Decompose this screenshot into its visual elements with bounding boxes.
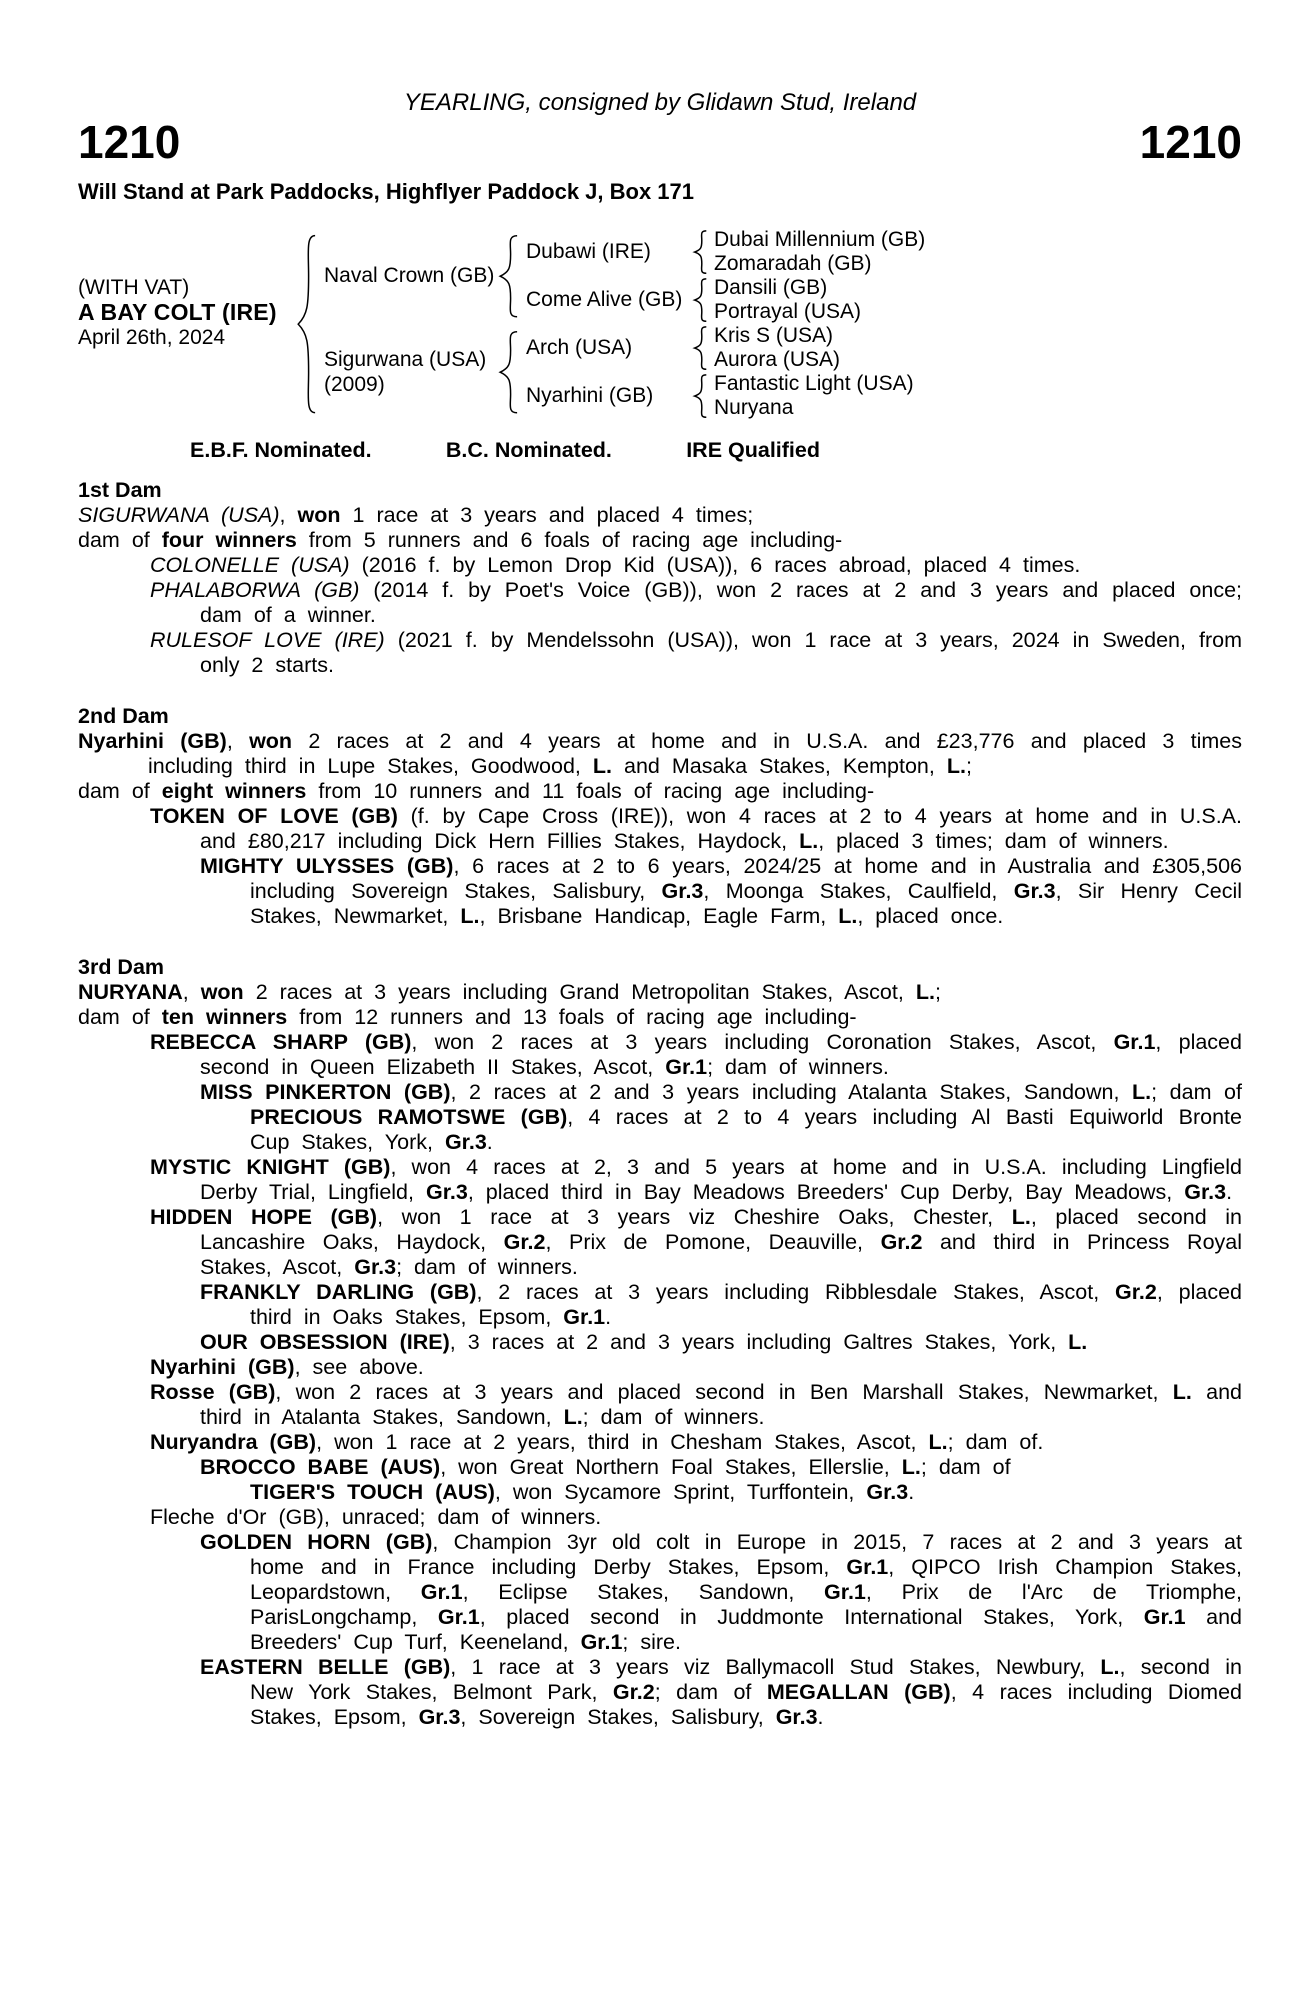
catalogue-paragraph (78, 1005, 1242, 1030)
text-run: L. (1172, 1380, 1192, 1404)
text-run: ; (934, 980, 941, 1004)
text-run: , see above. (294, 1355, 424, 1379)
text-run: , Prix de Pomone, Deauville, (545, 1230, 881, 1254)
text-run: Gr.3 (661, 879, 704, 903)
nominations-row (190, 438, 820, 462)
horse-name-text: Nuryana (714, 396, 794, 419)
text-run: dam of (78, 779, 162, 803)
catalogue-paragraph (150, 578, 1242, 628)
text-run: Gr.1 (1143, 1605, 1186, 1629)
text-run: Nuryandra (GB) (150, 1430, 317, 1454)
text-run: PHALABORWA (GB) (150, 578, 360, 602)
text-run: ten winners (161, 1005, 288, 1029)
text-run: . (605, 1305, 612, 1329)
brace-icon (293, 228, 319, 420)
text-run: TOKEN OF LOVE (GB) (150, 804, 398, 828)
text-run: L. (901, 1455, 921, 1479)
catalogue-paragraph (150, 1355, 1242, 1380)
text-run: , placed third in Bay Meadows Breeders' Cup Derby, Bay Meadows, (467, 1180, 1185, 1204)
horse-name-text: Arch (USA) (526, 336, 633, 359)
text-run: ; dam of winners. (396, 1255, 578, 1279)
text-run: Gr.1 (824, 1580, 866, 1604)
horse-name-text: Come Alive (GB) (526, 288, 683, 311)
text-run: NURYANA (78, 980, 183, 1004)
catalogue-paragraph (200, 1080, 1242, 1155)
text-run: PRECIOUS RAMOTSWE (GB) (250, 1105, 568, 1129)
text-run: . (1226, 1180, 1233, 1204)
brace-icon (691, 228, 709, 276)
text-run: L. (1068, 1330, 1088, 1354)
pedigree-dam-dam (521, 372, 691, 420)
horse-name-text: Zomaradah (GB) (714, 252, 872, 275)
text-run: , won Great Northern Foal Stakes, Ellerslie, (440, 1455, 902, 1479)
catalogue-paragraph (200, 1330, 1242, 1355)
text-run: OUR OBSESSION (IRE) (200, 1330, 450, 1354)
text-run: 2 races at 3 years including Grand Metropolitan Stakes, Ascot, (243, 980, 916, 1004)
catalogue-paragraph (250, 1480, 1242, 1505)
text-run: BROCCO BABE (AUS) (200, 1455, 441, 1479)
text-run: , won 1 race at 2 years, third in Chesham Stakes, Ascot, (316, 1430, 929, 1454)
brace-icon (691, 276, 709, 324)
catalogue-body (78, 478, 1242, 1730)
text-run: MYSTIC KNIGHT (GB) (150, 1155, 391, 1179)
lot-number-right: 1210 (1139, 116, 1242, 168)
text-run: Gr.2 (1115, 1280, 1157, 1304)
text-run: , Prix de l'Arc de Triomphe, ParisLongchamp, (250, 1580, 1242, 1629)
text-run: ; dam of winners. (582, 1405, 765, 1429)
pedigree-gen3-name (709, 300, 1242, 324)
text-run: , Sovereign Stakes, Salisbury, (460, 1705, 776, 1729)
text-run: , second in New York Stakes, Belmont Park, (250, 1655, 1242, 1704)
text-run: MEGALLAN (GB) (766, 1680, 951, 1704)
text-run: ; dam of (654, 1680, 767, 1704)
lot-info-block (78, 216, 293, 408)
text-run: , placed 3 times; dam of winners. (818, 829, 1169, 853)
text-run: , placed second in Queen Elizabeth II Stakes, Ascot, (200, 1030, 1242, 1079)
text-run: and Breeders' Cup Turf, Keeneland, (250, 1605, 1242, 1654)
text-run: (2016 f. by Lemon Drop Kid (USA)), 6 races abroad, placed 4 times. (349, 553, 1081, 577)
text-run: ; dam of (1151, 1080, 1242, 1104)
catalogue-paragraph (150, 1430, 1242, 1455)
catalogue-paragraph (150, 628, 1242, 678)
pedigree-table (78, 228, 1242, 420)
text-run: L. (799, 829, 819, 853)
text-run: won (200, 980, 244, 1004)
text-run: , won 1 race at 3 years viz Cheshire Oaks, Chester, (377, 1205, 1012, 1229)
text-run: from 5 runners and 6 foals of racing age including- (296, 528, 843, 552)
vat-note: (WITH VAT) (78, 275, 190, 299)
text-run: eight winners (161, 779, 307, 803)
text-run: from 12 runners and 13 foals of racing age including- (287, 1005, 857, 1029)
text-run: Gr.3 (418, 1705, 461, 1729)
text-run: , won 2 races at 3 years including Coronation Stakes, Ascot, (411, 1030, 1114, 1054)
pedigree-sire (319, 228, 495, 324)
text-run: and third in Princess Royal Stakes, Ascot, (200, 1230, 1243, 1279)
text-run: ; dam of winners. (707, 1055, 889, 1079)
catalogue-paragraph (200, 1655, 1242, 1730)
catalogue-paragraph (150, 1030, 1242, 1080)
text-run: Gr.2 (880, 1230, 923, 1254)
horse-name-text: Naval Crown (GB) (324, 264, 495, 287)
horse-name-text: Sigurwana (USA) (324, 348, 487, 371)
text-run: , Eclipse Stakes, Sandown, (462, 1580, 825, 1604)
brace-icon (691, 324, 709, 372)
horse-name-text: Dubai Millennium (GB) (714, 228, 926, 251)
text-run: L. (1132, 1080, 1152, 1104)
text-run: , 4 races including Diomed Stakes, Epsom, (250, 1680, 1243, 1729)
text-run: , won 2 races at 3 years and placed second in Ben Marshall Stakes, Newmarket, (275, 1380, 1173, 1404)
text-run: L. (928, 1430, 948, 1454)
text-run: L. (1100, 1655, 1120, 1679)
text-run: Gr.3 (866, 1480, 909, 1504)
catalogue-paragraph (200, 1455, 1242, 1480)
text-run: ; sire. (622, 1630, 681, 1654)
text-run: Gr.1 (420, 1580, 463, 1604)
text-run: L. (563, 1405, 583, 1429)
text-run: Gr.1 (846, 1555, 889, 1579)
text-run: GOLDEN HORN (GB) (200, 1530, 433, 1554)
horse-name-text: Dansili (GB) (714, 276, 828, 299)
text-run: , placed second in Juddmonte International Stakes, York, (479, 1605, 1144, 1629)
text-run: FRANKLY DARLING (GB) (200, 1280, 477, 1304)
consignor-line: YEARLING, consigned by Glidawn Stud, Ireland (403, 89, 917, 116)
catalogue-paragraph (78, 779, 1242, 804)
text-run: , 2 races at 3 years including Ribblesdale Stakes, Ascot, (476, 1280, 1116, 1304)
text-run: won (249, 729, 293, 753)
text-run: Fleche d'Or (GB), unraced; dam of winners. (150, 1505, 602, 1529)
catalogue-paragraph (150, 804, 1242, 854)
text-run: Nyarhini (GB) (150, 1355, 295, 1379)
text-run: dam of (78, 528, 162, 552)
text-run: , won Sycamore Sprint, Turffontein, (494, 1480, 867, 1504)
stand-location-line: Will Stand at Park Paddocks, Highflyer Paddock J, Box 171 (78, 179, 694, 204)
text-run: 1 race at 3 years and placed 4 times; (340, 503, 754, 527)
dam-section-heading: 2nd Dam (78, 704, 169, 728)
text-run: REBECCA SHARP (GB) (150, 1030, 412, 1054)
text-run: , Brisbane Handicap, Eagle Farm, (479, 904, 839, 928)
horse-name-text: Nyarhini (GB) (526, 384, 654, 407)
lot-number-row (78, 116, 1242, 168)
pedigree-gen3-name (709, 228, 1242, 252)
text-run: EASTERN BELLE (GB) (200, 1655, 451, 1679)
pedigree-sire-dam (521, 276, 691, 324)
catalogue-paragraph (200, 1280, 1242, 1330)
text-run: Gr.3 (1013, 879, 1056, 903)
text-run: Gr.3 (425, 1180, 468, 1204)
horse-name-text: Aurora (USA) (714, 348, 841, 371)
text-run: ; dam of (920, 1455, 1011, 1479)
horse-name: A BAY COLT (IRE) (78, 298, 277, 325)
text-run: Nyarhini (GB) (78, 729, 227, 753)
text-run: . (817, 1705, 824, 1729)
text-run: . (908, 1480, 915, 1504)
catalogue-paragraph (150, 553, 1242, 578)
text-run: won (297, 503, 341, 527)
pedigree-gen3-name (709, 372, 1242, 396)
catalogue-paragraph (78, 729, 1242, 779)
text-run: MIGHTY ULYSSES (GB) (200, 854, 454, 878)
text-run: (2014 f. by Poet's Voice (GB)), won 2 races at 2 and 3 years and placed once; dam of a winner. (200, 578, 1243, 627)
text-run: , Sir Henry Cecil Stakes, Newmarket, (250, 879, 1242, 928)
foaling-year-text: (2009) (324, 373, 385, 396)
brace-icon (495, 228, 521, 324)
text-run: SIGURWANA (USA) (78, 503, 280, 527)
text-run: from 10 runners and 11 foals of racing age including- (306, 779, 875, 803)
text-run: TIGER'S TOUCH (AUS) (250, 1480, 495, 1504)
catalogue-paragraph (78, 528, 1242, 553)
catalogue-paragraph (150, 1380, 1242, 1430)
text-run: and third in Atalanta Stakes, Sandown, (200, 1380, 1242, 1429)
text-run: Rosse (GB) (150, 1380, 276, 1404)
text-run: Gr.2 (612, 1680, 655, 1704)
text-run: COLONELLE (USA) (150, 553, 350, 577)
text-run: , (182, 980, 201, 1004)
brace-icon (495, 324, 521, 420)
text-run: ; dam of. (947, 1430, 1044, 1454)
pedigree-sire-sire (521, 228, 691, 276)
text-run: , placed second in Lancashire Oaks, Haydock, (200, 1205, 1242, 1254)
text-run: L. (460, 904, 480, 928)
foaling-date: April 26th, 2024 (78, 325, 226, 349)
text-run: (2021 f. by Mendelssohn (USA)), won 1 race at 3 years, 2024 in Sweden, from only 2 starts. (200, 628, 1243, 677)
lot-number-left: 1210 (78, 116, 181, 168)
text-run: , won 4 races at 2, 3 and 5 years at home and in U.S.A. including Lingfield Derby Trial, Lingfield, (200, 1155, 1242, 1204)
pedigree-gen3-name (709, 348, 1242, 372)
text-run: Gr.3 (444, 1130, 487, 1154)
text-run: dam of (78, 1005, 162, 1029)
text-run: ; (965, 754, 972, 778)
horse-name-text: Fantastic Light (USA) (714, 372, 914, 395)
text-run: L. (946, 754, 966, 778)
pedigree-gen3-name (709, 276, 1242, 300)
text-run: , 4 races at 2 to 4 years including Al Basti Equiworld Bronte Cup Stakes, York, (250, 1105, 1242, 1154)
text-run: Gr.1 (563, 1305, 606, 1329)
brace-icon (691, 372, 709, 420)
pedigree-dam (319, 324, 495, 420)
catalogue-paragraph (150, 1205, 1242, 1280)
horse-name-text: Portrayal (USA) (714, 300, 862, 323)
text-run: , placed once. (857, 904, 1004, 928)
text-run: four winners (161, 528, 297, 552)
text-run: L. (1011, 1205, 1031, 1229)
catalogue-paragraph (78, 503, 1242, 528)
dam-section-heading: 3rd Dam (78, 955, 165, 979)
text-run: , Moonga Stakes, Caulfield, (703, 879, 1014, 903)
ebf-nominated-label: E.B.F. Nominated. (190, 438, 372, 462)
text-run: RULESOF LOVE (IRE) (150, 628, 385, 652)
ire-qualified-label: IRE Qualified (686, 438, 820, 462)
text-run: , 1 race at 3 years viz Ballymacoll Stud Stakes, Newbury, (450, 1655, 1101, 1679)
catalogue-paragraph (150, 1155, 1242, 1205)
text-run: Gr.1 (437, 1605, 480, 1629)
text-run: MISS PINKERTON (GB) (200, 1080, 451, 1104)
text-run: , QIPCO Irish Champion Stakes, Leopardstown, (250, 1555, 1242, 1604)
catalogue-paragraph (78, 980, 1242, 1005)
text-run: L. (915, 980, 935, 1004)
text-run: and Masaka Stakes, Kempton, (612, 754, 947, 778)
text-run: Gr.1 (665, 1055, 708, 1079)
pedigree-gen3-name (709, 324, 1242, 348)
text-run: , 3 races at 2 and 3 years including Galtres Stakes, York, (449, 1330, 1069, 1354)
text-run: Gr.1 (580, 1630, 623, 1654)
text-run: Gr.3 (1184, 1180, 1227, 1204)
catalogue-paragraph (200, 854, 1242, 929)
pedigree-gen3-name (709, 396, 1242, 420)
horse-name-text: Dubawi (IRE) (526, 240, 651, 263)
text-run: , (279, 503, 298, 527)
text-run: Gr.3 (775, 1705, 818, 1729)
text-run: , Champion 3yr old colt in Europe in 2015, 7 races at 2 and 3 years at home and in France including Derby Stakes, Epsom, (250, 1530, 1242, 1579)
text-run: 2 races at 2 and 4 years at home and in U.S.A. and £23,776 and placed 3 times including third in Lupe Stakes, Goodwood, (148, 729, 1242, 778)
text-run: (f. by Cape Cross (IRE)), won 4 races at 2 to 4 years at home and in U.S.A. and £80,217 including Dick Hern Fillies Stakes, Haydock, (200, 804, 1242, 853)
pedigree-gen3-name (709, 252, 1242, 276)
horse-name-text: Kris S (USA) (714, 324, 834, 347)
text-run: Gr.3 (354, 1255, 397, 1279)
text-run: , 6 races at 2 to 6 years, 2024/25 at home and in Australia and £305,506 including Sovereign Stakes, Salisbury, (250, 854, 1242, 903)
text-run: Gr.2 (503, 1230, 546, 1254)
text-run: Gr.1 (1113, 1030, 1156, 1054)
text-run: , 2 races at 2 and 3 years including Atalanta Stakes, Sandown, (450, 1080, 1133, 1104)
pedigree-dam-sire (521, 324, 691, 372)
bc-nominated-label: B.C. Nominated. (445, 438, 612, 462)
catalogue-paragraph (200, 1530, 1242, 1655)
text-run: HIDDEN HOPE (GB) (150, 1205, 378, 1229)
text-run: , placed third in Oaks Stakes, Epsom, (250, 1280, 1242, 1329)
text-run: L. (838, 904, 858, 928)
dam-section-heading: 1st Dam (78, 478, 162, 502)
text-run: L. (592, 754, 612, 778)
text-run: . (486, 1130, 493, 1154)
text-run: , (226, 729, 250, 753)
catalogue-paragraph (150, 1505, 1242, 1530)
